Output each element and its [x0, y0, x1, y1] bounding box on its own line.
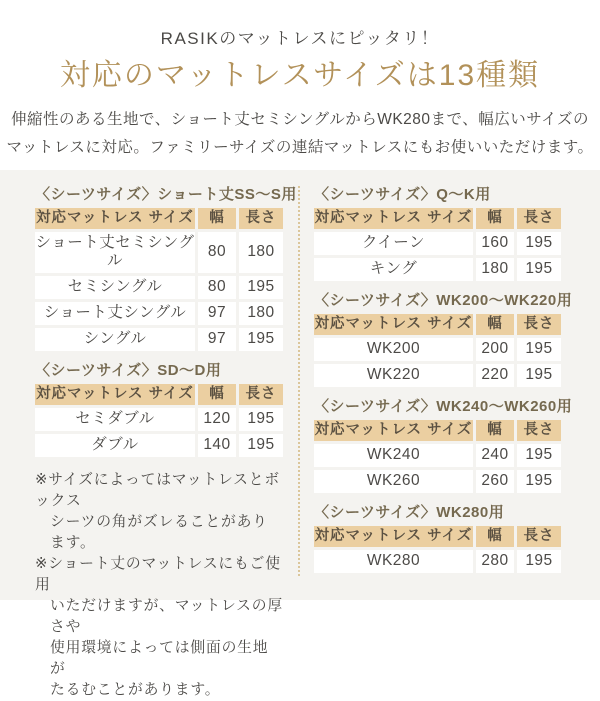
size-table — [311, 417, 564, 496]
table-title: 〈シーツサイズ〉WK280用 — [314, 504, 505, 521]
table-title: 〈シーツサイズ〉ショート丈SS〜S用 — [35, 186, 297, 203]
table-head — [314, 314, 561, 335]
table-cell: 80 — [198, 232, 236, 273]
table-header-cell: 対応マットレス サイズ — [314, 314, 473, 335]
size-table-group — [35, 362, 283, 460]
table-title: 〈シーツサイズ〉WK240〜WK260用 — [314, 398, 573, 415]
table-cell: 195 — [517, 470, 561, 493]
table-cell: WK200 — [314, 338, 473, 361]
page-title: 対応のマットレスサイズは13種類 — [59, 59, 541, 92]
table-cell: 280 — [476, 550, 514, 573]
table-header-cell: 対応マットレス サイズ — [314, 526, 473, 547]
table-header-cell: 幅 — [476, 526, 514, 547]
table-body — [314, 444, 561, 493]
table-cell: 195 — [517, 364, 561, 387]
description-line-1: 伸縮性のある生地で、ショート丈セミシングルからWK280まで、幅広いサイズの — [11, 111, 589, 128]
table-row — [314, 338, 561, 361]
size-table — [32, 205, 286, 354]
column-divider — [298, 186, 300, 576]
table-head — [314, 526, 561, 547]
table-row — [314, 232, 561, 255]
table-cell: 180 — [239, 302, 283, 325]
table-header-row — [35, 208, 283, 229]
table-title: 〈シーツサイズ〉WK200〜WK220用 — [314, 292, 573, 309]
table-cell: 195 — [517, 550, 561, 573]
table-cell: 260 — [476, 470, 514, 493]
page-description — [0, 106, 600, 162]
table-title: 〈シーツサイズ〉SD〜D用 — [35, 362, 222, 379]
table-cell: WK220 — [314, 364, 473, 387]
table-row — [314, 470, 561, 493]
table-header-row — [35, 384, 283, 405]
table-cell: 120 — [198, 408, 236, 431]
table-cell: WK280 — [314, 550, 473, 573]
table-cell: 240 — [476, 444, 514, 467]
table-cell: セミシングル — [35, 276, 195, 299]
table-header-row — [314, 526, 561, 547]
table-cell: 97 — [198, 302, 236, 325]
table-cell: WK240 — [314, 444, 473, 467]
table-cell: 200 — [476, 338, 514, 361]
table-cell: 195 — [239, 328, 283, 351]
table-header-cell: 幅 — [198, 208, 236, 229]
table-header-row — [314, 420, 561, 441]
table-head — [35, 208, 283, 229]
table-cell: 80 — [198, 276, 236, 299]
table-cell: 220 — [476, 364, 514, 387]
table-row — [314, 364, 561, 387]
notes — [35, 470, 283, 701]
description-line-2: マットレスに対応。ファミリーサイズの連結マットレスにもお使いいただけます。 — [6, 139, 594, 156]
table-header-cell: 対応マットレス サイズ — [314, 420, 473, 441]
table-cell: 195 — [239, 434, 283, 457]
note-item — [35, 470, 283, 554]
table-body — [314, 232, 561, 281]
table-head — [314, 208, 561, 229]
table-row — [314, 550, 561, 573]
note-item — [35, 554, 283, 701]
hero-tagline: RASIKのマットレスにピッタリ！ — [160, 29, 440, 48]
table-cell: 180 — [239, 232, 283, 273]
table-title: 〈シーツサイズ〉Q〜K用 — [314, 186, 491, 203]
table-row — [35, 408, 283, 431]
hero — [0, 0, 600, 162]
table-header-cell: 幅 — [476, 314, 514, 335]
table-row — [314, 258, 561, 281]
table-row — [314, 444, 561, 467]
table-cell: セミダブル — [35, 408, 195, 431]
table-cell: 195 — [517, 258, 561, 281]
table-row — [35, 434, 283, 457]
table-header-cell: 幅 — [476, 420, 514, 441]
table-header-cell: 対応マットレス サイズ — [314, 208, 473, 229]
size-table-group — [314, 186, 561, 284]
note-line: いただけますが、マットレスの厚さや — [50, 598, 283, 635]
right-column — [314, 186, 573, 600]
table-cell: クイーン — [314, 232, 473, 255]
size-table — [32, 381, 286, 460]
table-cell: ダブル — [35, 434, 195, 457]
table-row — [35, 232, 283, 273]
size-table-group — [314, 504, 561, 576]
note-line: ※サイズによってはマットレスとボックス — [35, 472, 280, 509]
table-cell: 140 — [198, 434, 236, 457]
size-table-group — [314, 398, 573, 496]
size-table-group — [35, 186, 297, 354]
table-header-row — [314, 208, 561, 229]
table-head — [314, 420, 561, 441]
note-line: シーツの角がズレることがあります。 — [50, 514, 268, 551]
table-header-cell: 対応マットレス サイズ — [35, 208, 195, 229]
size-table — [311, 205, 564, 284]
note-line: たるむことがあります。 — [50, 682, 221, 698]
table-cell: キング — [314, 258, 473, 281]
table-header-cell: 対応マットレス サイズ — [35, 384, 195, 405]
table-body — [35, 408, 283, 457]
size-tables-section — [0, 170, 600, 698]
table-cell: 195 — [517, 444, 561, 467]
table-cell: 180 — [476, 258, 514, 281]
table-header-cell: 長さ — [517, 526, 561, 547]
note-line: ※ショート丈のマットレスにもご使用 — [35, 556, 281, 593]
table-cell: ショート丈セミシングル — [35, 232, 195, 273]
table-row — [35, 276, 283, 299]
table-cell: WK260 — [314, 470, 473, 493]
table-body — [314, 338, 561, 387]
table-body — [35, 232, 283, 351]
table-cell: 195 — [517, 232, 561, 255]
table-cell: シングル — [35, 328, 195, 351]
table-cell: 195 — [239, 276, 283, 299]
table-row — [35, 302, 283, 325]
table-cell: 195 — [239, 408, 283, 431]
size-table-group — [314, 292, 573, 390]
table-header-cell: 長さ — [239, 208, 283, 229]
table-cell: ショート丈シングル — [35, 302, 195, 325]
table-header-cell: 長さ — [517, 314, 561, 335]
table-header-row — [314, 314, 561, 335]
size-table — [311, 523, 564, 576]
table-header-cell: 幅 — [198, 384, 236, 405]
table-body — [314, 550, 561, 573]
table-header-cell: 長さ — [517, 208, 561, 229]
note-line: 使用環境によっては側面の生地が — [50, 640, 269, 677]
table-cell: 160 — [476, 232, 514, 255]
table-head — [35, 384, 283, 405]
table-row — [35, 328, 283, 351]
table-cell: 195 — [517, 338, 561, 361]
left-column — [35, 186, 297, 698]
table-cell: 97 — [198, 328, 236, 351]
table-header-cell: 長さ — [239, 384, 283, 405]
table-header-cell: 幅 — [476, 208, 514, 229]
table-header-cell: 長さ — [517, 420, 561, 441]
size-table — [311, 311, 564, 390]
